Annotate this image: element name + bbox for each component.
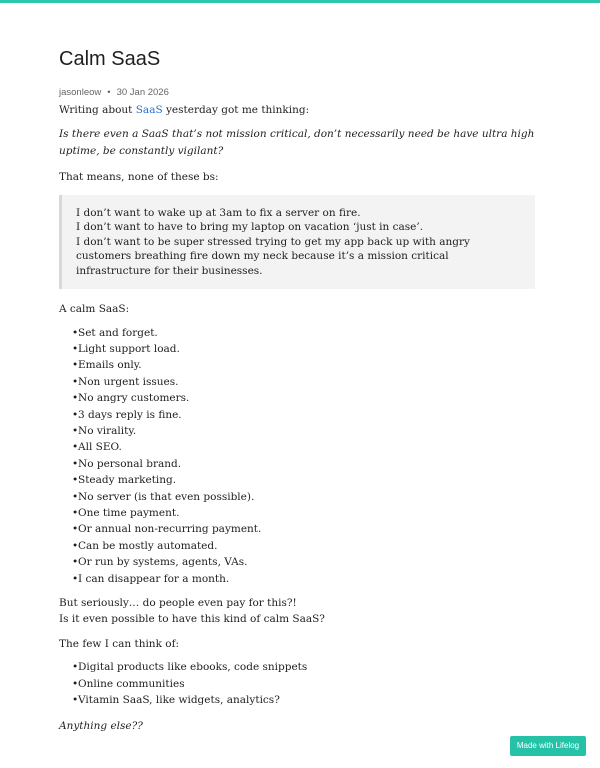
calm-list xyxy=(59,325,535,588)
list-item: •Vitamin SaaS, like widgets, analytics? xyxy=(72,694,280,707)
list-item: •Emails only. xyxy=(72,359,142,372)
list-item: •Or run by systems, agents, VAs. xyxy=(72,556,248,569)
list-item: •Or annual non-recurring payment. xyxy=(72,523,262,536)
calm-label: A calm SaaS: xyxy=(59,303,130,316)
intro-text-after: yesterday got me thinking: xyxy=(162,104,310,116)
post-meta xyxy=(59,86,535,100)
list-item: •One time payment. xyxy=(72,507,180,519)
list-item: •All SEO. xyxy=(72,441,122,454)
quote-line: I don’t want to be super stressed trying to get my app back up with angry customers breathing fire down my neck because it’s a mission critical infrastructure for their businesses. xyxy=(76,235,470,277)
list-item: •Light support load. xyxy=(72,342,180,355)
list-item: •No server (is that even possible). xyxy=(72,490,255,503)
blockquote xyxy=(59,195,535,290)
meta-separator: • xyxy=(107,87,111,98)
article xyxy=(59,44,535,735)
list-item: •No angry customers. xyxy=(72,392,190,405)
top-accent-bar xyxy=(0,0,600,3)
closing-paragraph: Anything else?? xyxy=(59,720,143,733)
quote-line: I don’t want to have to bring my laptop on vacation ‘just in case’. xyxy=(76,221,424,234)
made-with-lifelog-button[interactable]: Made with Lifelog xyxy=(510,736,586,756)
quote-line: I don’t want to wake up at 3am to fix a server on fire. xyxy=(76,206,361,219)
list-item: •Digital products like ebooks, code snippets xyxy=(72,661,308,674)
list-item: •Set and forget. xyxy=(72,326,158,339)
seriously-line-2: Is it even possible to have this kind of calm SaaS? xyxy=(59,613,325,626)
saas-link[interactable]: SaaS xyxy=(135,104,163,116)
seriously-paragraph xyxy=(59,595,535,628)
post-date: 30 Jan 2026 xyxy=(116,87,169,98)
intro-paragraph xyxy=(59,102,535,118)
list-item: •Steady marketing. xyxy=(72,474,177,487)
list-item: •No personal brand. xyxy=(72,457,182,470)
seriously-line-1: But seriously… do people even pay for this?! xyxy=(59,597,297,610)
list-item: •No virality. xyxy=(72,424,137,437)
few-list xyxy=(59,659,535,708)
list-item: •I can disappear for a month. xyxy=(72,572,230,585)
author-name[interactable]: jasonleow xyxy=(59,87,102,98)
list-item: •3 days reply is fine. xyxy=(72,408,182,421)
list-item: •Can be mostly automated. xyxy=(72,539,218,552)
few-label: The few I can think of: xyxy=(59,637,180,650)
list-item: •Non urgent issues. xyxy=(72,375,179,388)
intro-text-before: Writing about xyxy=(59,104,136,116)
post-title: Calm SaaS xyxy=(59,48,161,70)
question-paragraph: Is there even a SaaS that’s not mission critical, don’t necessarily need be have ultra high uptime, be constantly vigilant? xyxy=(59,128,535,157)
list-item: •Online communities xyxy=(72,677,185,690)
means-paragraph: That means, none of these bs: xyxy=(59,171,219,184)
